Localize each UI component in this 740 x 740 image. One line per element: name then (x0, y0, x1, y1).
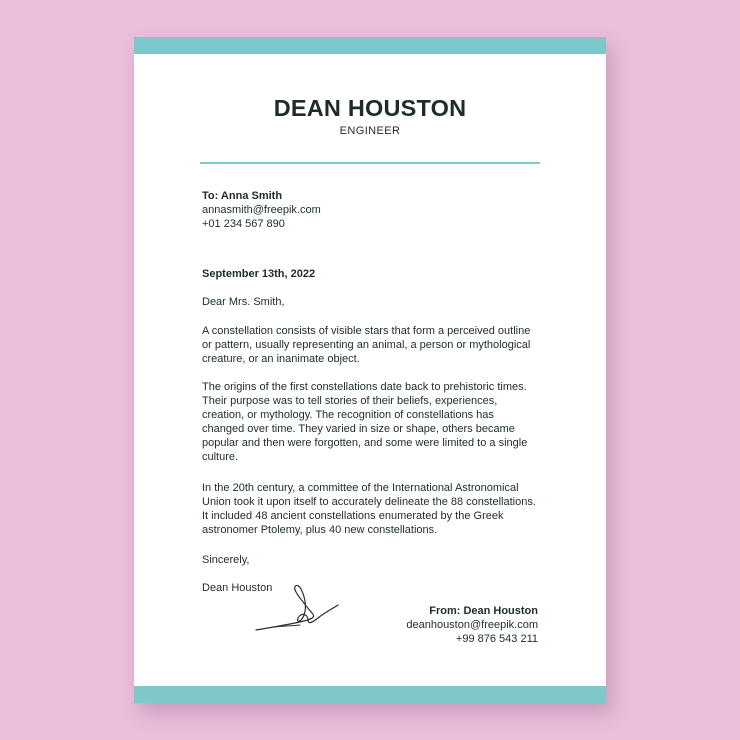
body-paragraph-2: The origins of the first constellations date back to prehistoric times. Their purpose was to tell stories of their beliefs, experiences, creation, or mythology. The recognition of constellations has changed over time. They varied in size or shape, others became popular and then were forgotten, and some were limited to a single culture. (202, 381, 528, 463)
closing: Sincerely, (202, 554, 250, 566)
recipient-to-line: To: Anna Smith (202, 190, 283, 202)
header-divider (200, 162, 540, 164)
salutation: Dear Mrs. Smith, (202, 296, 285, 308)
sender-role: ENGINEER (339, 125, 401, 137)
sender-name-heading: DEAN HOUSTON (273, 95, 467, 121)
letter-page (134, 37, 606, 703)
recipient-phone: +01 234 567 890 (202, 218, 285, 230)
bottom-accent-band (134, 686, 606, 703)
handwritten-signature (252, 581, 344, 641)
signer-name: Dean Houston (202, 582, 273, 594)
sender-from-line: From: Dean Houston (429, 605, 538, 617)
recipient-email: annasmith@freepik.com (202, 204, 321, 216)
body-paragraph-1: A constellation consists of visible stars that form a perceived outline or pattern, usually representing an animal, a person or mythological creature, or an inanimate object. (202, 325, 531, 365)
body-paragraph-3: In the 20th century, a committee of the International Astronomical Union took it upon itself to accurately delineate the 88 constellations. It included 48 ancient constellations enumerated by the Greek astronomer Ptolemy, plus 40 new constellations. (202, 482, 536, 536)
sender-phone: +99 876 543 211 (455, 633, 538, 645)
top-accent-band (134, 37, 606, 54)
sender-email: deanhouston@freepik.com (406, 619, 538, 631)
letter-date: September 13th, 2022 (202, 268, 316, 280)
